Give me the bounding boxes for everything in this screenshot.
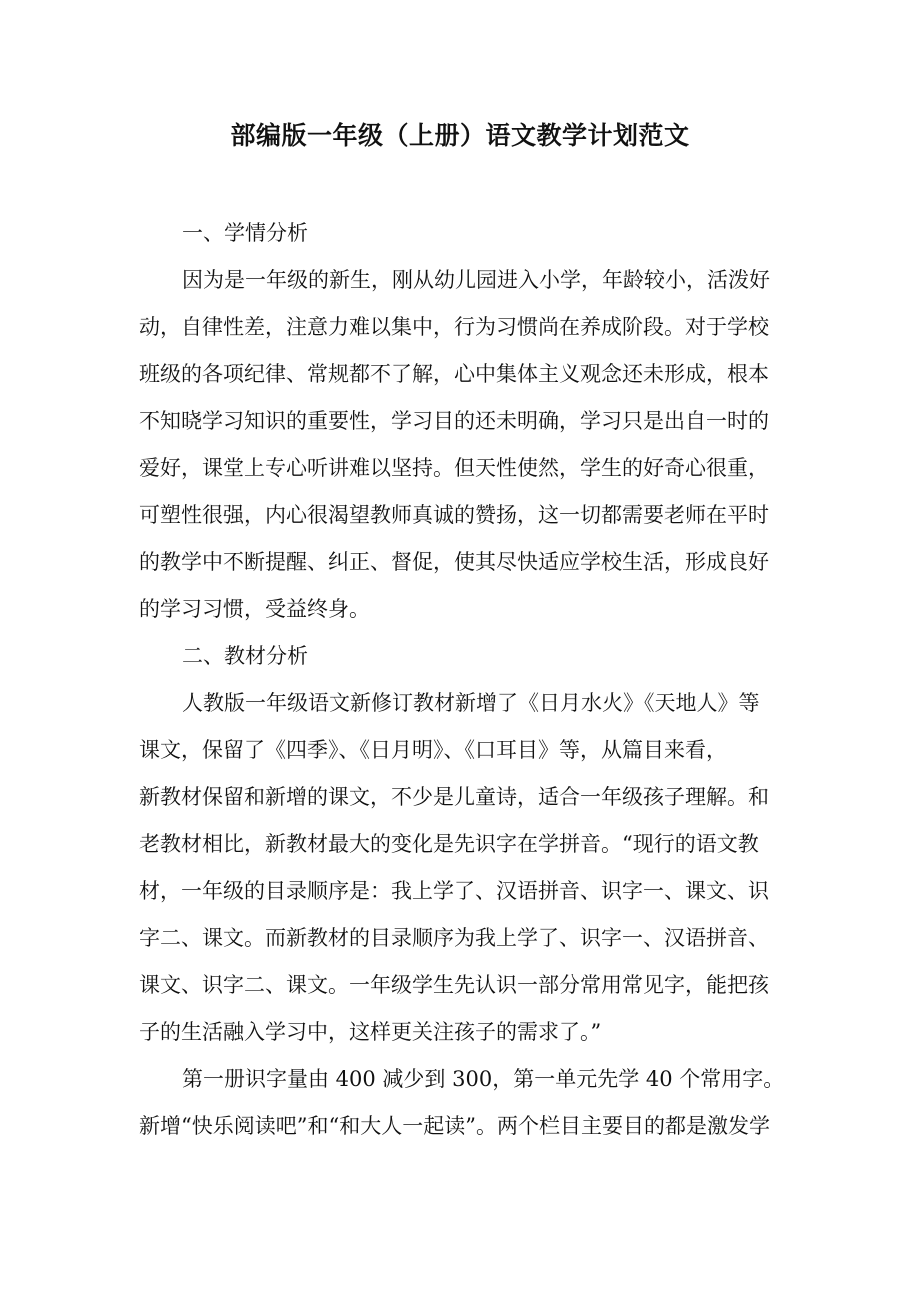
paragraph-line: 新教材保留和新增的课文，不少是儿童诗，适合一年级孩子理解。和 [139,785,769,809]
paragraph-line: 班级的各项纪律、常规都不了解，心中集体主义观念还未形成，根本 [139,362,769,386]
document-body [139,210,799,1150]
paragraph-line: 人教版一年级语文新修订教材新增了《日月水火》《天地人》等 [182,691,760,715]
paragraph-line: 的教学中不断提醒、纠正、督促，使其尽快适应学校生活，形成良好 [139,550,769,574]
section-heading: 二、教材分析 [182,644,308,668]
paragraph-line: 子的生活融入学习中，这样更关注孩子的需求了。” [139,1020,602,1044]
section-heading: 一、学情分析 [182,221,308,245]
paragraph-line: 因为是一年级的新生，刚从幼儿园进入小学，年龄较小，活泼好 [182,268,770,292]
paragraph-line: 的学习习惯，受益终身。 [139,597,370,621]
paragraph-line: 字二、课文。而新教材的目录顺序为我上学了、识字一、汉语拼音、 [139,926,769,950]
paragraph-line: 老教材相比，新教材最大的变化是先识字在学拼音。“现行的语文教 [139,832,759,856]
document-title: 部编版一年级（上册）语文教学计划范文 [230,121,690,150]
paragraph-line: 课文，保留了《四季》、《日月明》、《口耳目》等，从篇目来看， [139,738,727,762]
paragraph-line: 材，一年级的目录顺序是：我上学了、汉语拼音、识字一、课文、识 [139,879,769,903]
paragraph-line: 可塑性很强，内心很渴望教师真诚的赞扬，这一切都需要老师在平时 [139,503,769,527]
paragraph-line: 爱好，课堂上专心听讲难以坚持。但天性使然，学生的好奇心很重， [139,456,769,480]
paragraph-line: 动，自律性差，注意力难以集中，行为习惯尚在养成阶段。对于学校 [139,315,769,339]
paragraph-line: 课文、识字二、课文。一年级学生先认识一部分常用常见字，能把孩 [139,973,769,997]
paragraph-line: 新增“快乐阅读吧”和“和大人一起读”。两个栏目主要目的都是激发学 [139,1114,770,1138]
paragraph-line: 不知晓学习知识的重要性，学习目的还未明确，学习只是出自一时的 [139,409,769,433]
paragraph-line: 第一册识字量由 400 减少到 300，第一单元先学 40 个常用字。 [182,1067,785,1091]
